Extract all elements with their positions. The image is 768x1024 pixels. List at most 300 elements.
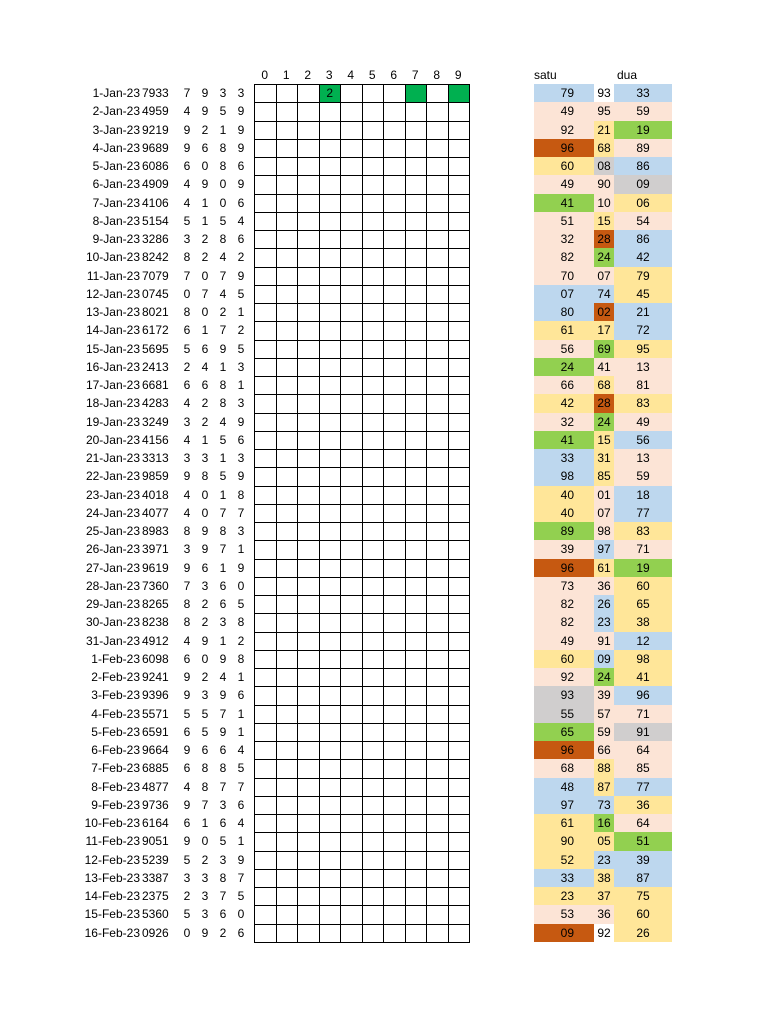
- grid-cell[interactable]: [383, 832, 406, 851]
- grid-cell[interactable]: [448, 686, 471, 705]
- grid-cell[interactable]: [276, 449, 299, 468]
- grid-cell[interactable]: [276, 650, 299, 669]
- grid-cell[interactable]: [448, 741, 471, 760]
- grid-cell[interactable]: [362, 814, 385, 833]
- grid-cell[interactable]: [319, 577, 342, 596]
- grid-cell[interactable]: [254, 102, 277, 121]
- grid-cell[interactable]: [254, 540, 277, 559]
- grid-cell[interactable]: [362, 887, 385, 906]
- grid-cell[interactable]: [405, 741, 428, 760]
- grid-cell[interactable]: [383, 267, 406, 286]
- grid-cell[interactable]: [362, 869, 385, 888]
- grid-cell[interactable]: [254, 632, 277, 651]
- grid-cell[interactable]: [319, 212, 342, 231]
- grid-cell[interactable]: [340, 778, 363, 797]
- grid-cell[interactable]: [383, 559, 406, 578]
- grid-cell[interactable]: [426, 869, 449, 888]
- grid-cell[interactable]: [319, 650, 342, 669]
- grid-cell[interactable]: [448, 449, 471, 468]
- grid-cell[interactable]: [405, 924, 428, 943]
- grid-cell[interactable]: [383, 157, 406, 176]
- grid-cell[interactable]: [276, 577, 299, 596]
- grid-cell[interactable]: [319, 814, 342, 833]
- grid-cell[interactable]: [405, 413, 428, 432]
- grid-cell[interactable]: [448, 248, 471, 267]
- grid-cell[interactable]: [405, 869, 428, 888]
- grid-cell[interactable]: [319, 851, 342, 870]
- grid-cell[interactable]: [297, 522, 320, 541]
- grid-cell[interactable]: [319, 157, 342, 176]
- grid-cell[interactable]: [383, 668, 406, 687]
- grid-cell[interactable]: [276, 248, 299, 267]
- grid-cell[interactable]: [426, 321, 449, 340]
- grid-cell[interactable]: [362, 559, 385, 578]
- grid-cell[interactable]: [426, 705, 449, 724]
- grid-cell[interactable]: [254, 668, 277, 687]
- grid-cell[interactable]: [254, 230, 277, 249]
- grid-cell[interactable]: [405, 540, 428, 559]
- grid-cell[interactable]: [297, 832, 320, 851]
- grid-cell[interactable]: [426, 559, 449, 578]
- grid-cell[interactable]: [405, 723, 428, 742]
- grid-cell[interactable]: [254, 139, 277, 158]
- grid-cell[interactable]: [448, 668, 471, 687]
- grid-cell[interactable]: [254, 686, 277, 705]
- grid-cell[interactable]: [276, 705, 299, 724]
- grid-cell[interactable]: [254, 577, 277, 596]
- grid-cell[interactable]: [426, 139, 449, 158]
- grid-cell[interactable]: [276, 157, 299, 176]
- grid-cell[interactable]: [362, 303, 385, 322]
- grid-cell[interactable]: [297, 686, 320, 705]
- grid-cell[interactable]: [405, 559, 428, 578]
- grid-cell[interactable]: [297, 668, 320, 687]
- grid-cell[interactable]: [254, 504, 277, 523]
- grid-cell[interactable]: [319, 668, 342, 687]
- grid-cell[interactable]: [276, 139, 299, 158]
- grid-cell[interactable]: [362, 248, 385, 267]
- grid-cell[interactable]: [448, 796, 471, 815]
- grid-cell[interactable]: [319, 924, 342, 943]
- grid-cell[interactable]: [448, 540, 471, 559]
- grid-cell[interactable]: [448, 851, 471, 870]
- grid-cell[interactable]: [426, 449, 449, 468]
- grid-cell[interactable]: [340, 705, 363, 724]
- grid-cell[interactable]: [405, 121, 428, 140]
- grid-cell[interactable]: [405, 285, 428, 304]
- grid-cell[interactable]: [383, 741, 406, 760]
- grid-cell[interactable]: [319, 230, 342, 249]
- grid-cell[interactable]: [254, 924, 277, 943]
- grid-cell[interactable]: [340, 321, 363, 340]
- grid-cell[interactable]: [383, 613, 406, 632]
- grid-cell[interactable]: [319, 194, 342, 213]
- grid-cell[interactable]: [319, 595, 342, 614]
- grid-cell[interactable]: [254, 796, 277, 815]
- grid-cell[interactable]: [448, 285, 471, 304]
- grid-cell[interactable]: [448, 230, 471, 249]
- grid-cell[interactable]: [276, 84, 299, 103]
- grid-cell[interactable]: [362, 340, 385, 359]
- grid-cell[interactable]: [426, 248, 449, 267]
- grid-cell[interactable]: [297, 778, 320, 797]
- grid-cell[interactable]: [405, 212, 428, 231]
- grid-cell[interactable]: [383, 321, 406, 340]
- grid-cell[interactable]: [297, 212, 320, 231]
- grid-cell[interactable]: [362, 267, 385, 286]
- grid-cell[interactable]: [276, 175, 299, 194]
- grid-cell[interactable]: [254, 759, 277, 778]
- grid-cell[interactable]: [276, 540, 299, 559]
- grid-cell[interactable]: [448, 887, 471, 906]
- grid-cell[interactable]: [362, 194, 385, 213]
- grid-cell[interactable]: [448, 832, 471, 851]
- grid-cell[interactable]: [319, 321, 342, 340]
- grid-cell[interactable]: [426, 413, 449, 432]
- grid-cell[interactable]: [362, 358, 385, 377]
- grid-cell[interactable]: [319, 449, 342, 468]
- grid-cell[interactable]: [448, 84, 471, 103]
- grid-cell[interactable]: [383, 632, 406, 651]
- grid-cell[interactable]: [297, 595, 320, 614]
- grid-cell[interactable]: [319, 559, 342, 578]
- grid-cell[interactable]: [276, 431, 299, 450]
- grid-cell[interactable]: [405, 504, 428, 523]
- grid-cell[interactable]: [362, 540, 385, 559]
- grid-cell[interactable]: [448, 522, 471, 541]
- grid-cell[interactable]: [276, 194, 299, 213]
- grid-cell[interactable]: [340, 905, 363, 924]
- grid-cell[interactable]: [426, 467, 449, 486]
- grid-cell[interactable]: [405, 650, 428, 669]
- grid-cell[interactable]: [448, 759, 471, 778]
- grid-cell[interactable]: [383, 705, 406, 724]
- grid-cell[interactable]: [297, 285, 320, 304]
- grid-cell[interactable]: [340, 632, 363, 651]
- grid-cell[interactable]: [448, 175, 471, 194]
- grid-cell[interactable]: [276, 869, 299, 888]
- grid-cell[interactable]: [254, 212, 277, 231]
- grid-cell[interactable]: [340, 413, 363, 432]
- grid-cell[interactable]: [276, 394, 299, 413]
- grid-cell[interactable]: [362, 413, 385, 432]
- grid-cell[interactable]: [405, 686, 428, 705]
- grid-cell[interactable]: [426, 887, 449, 906]
- grid-cell[interactable]: [340, 175, 363, 194]
- grid-cell[interactable]: [276, 595, 299, 614]
- grid-cell[interactable]: [426, 851, 449, 870]
- grid-cell[interactable]: [297, 358, 320, 377]
- grid-cell[interactable]: [448, 267, 471, 286]
- grid-cell[interactable]: [362, 759, 385, 778]
- grid-cell[interactable]: [405, 467, 428, 486]
- grid-cell[interactable]: [254, 650, 277, 669]
- grid-cell[interactable]: [340, 869, 363, 888]
- grid-cell[interactable]: [297, 887, 320, 906]
- grid-cell[interactable]: [405, 522, 428, 541]
- grid-cell[interactable]: [319, 358, 342, 377]
- grid-cell[interactable]: [448, 121, 471, 140]
- grid-cell[interactable]: [383, 431, 406, 450]
- grid-cell[interactable]: [426, 613, 449, 632]
- grid-cell[interactable]: [297, 303, 320, 322]
- grid-cell[interactable]: [448, 376, 471, 395]
- grid-cell[interactable]: [405, 796, 428, 815]
- grid-cell[interactable]: [362, 632, 385, 651]
- grid-cell[interactable]: [405, 175, 428, 194]
- grid-cell[interactable]: [383, 139, 406, 158]
- grid-cell[interactable]: [254, 431, 277, 450]
- grid-cell[interactable]: [426, 486, 449, 505]
- grid-cell[interactable]: [383, 577, 406, 596]
- grid-cell[interactable]: [383, 522, 406, 541]
- grid-cell[interactable]: [405, 394, 428, 413]
- grid-cell[interactable]: [297, 924, 320, 943]
- grid-cell[interactable]: [276, 814, 299, 833]
- grid-cell[interactable]: [297, 632, 320, 651]
- grid-cell[interactable]: [297, 814, 320, 833]
- grid-cell[interactable]: [405, 340, 428, 359]
- grid-cell[interactable]: [340, 613, 363, 632]
- grid-cell[interactable]: [426, 267, 449, 286]
- grid-cell[interactable]: [340, 741, 363, 760]
- grid-cell[interactable]: [254, 832, 277, 851]
- grid-cell[interactable]: [254, 84, 277, 103]
- grid-cell[interactable]: [254, 778, 277, 797]
- grid-cell[interactable]: [448, 632, 471, 651]
- grid-cell[interactable]: [340, 139, 363, 158]
- grid-cell[interactable]: [254, 121, 277, 140]
- grid-cell[interactable]: [405, 194, 428, 213]
- grid-cell[interactable]: [383, 924, 406, 943]
- grid-cell[interactable]: [319, 267, 342, 286]
- grid-cell[interactable]: [297, 486, 320, 505]
- grid-cell[interactable]: [383, 650, 406, 669]
- grid-cell[interactable]: [448, 102, 471, 121]
- grid-cell[interactable]: [254, 449, 277, 468]
- grid-cell[interactable]: [405, 376, 428, 395]
- grid-cell[interactable]: [254, 559, 277, 578]
- grid-cell[interactable]: [319, 121, 342, 140]
- grid-cell[interactable]: [276, 924, 299, 943]
- grid-cell[interactable]: [340, 504, 363, 523]
- grid-cell[interactable]: [405, 230, 428, 249]
- grid-cell[interactable]: [297, 413, 320, 432]
- grid-cell[interactable]: [383, 486, 406, 505]
- grid-cell[interactable]: [254, 321, 277, 340]
- grid-cell[interactable]: [319, 102, 342, 121]
- grid-cell[interactable]: [319, 686, 342, 705]
- grid-cell[interactable]: [297, 102, 320, 121]
- grid-cell[interactable]: [383, 394, 406, 413]
- grid-cell[interactable]: [405, 358, 428, 377]
- grid-cell[interactable]: [426, 522, 449, 541]
- grid-cell[interactable]: [340, 303, 363, 322]
- grid-cell[interactable]: [276, 522, 299, 541]
- grid-cell[interactable]: [426, 394, 449, 413]
- grid-cell[interactable]: [340, 267, 363, 286]
- grid-cell[interactable]: [340, 759, 363, 778]
- grid-cell[interactable]: [448, 212, 471, 231]
- grid-cell[interactable]: [254, 705, 277, 724]
- grid-cell[interactable]: [297, 869, 320, 888]
- grid-cell[interactable]: [426, 686, 449, 705]
- grid-cell[interactable]: [426, 212, 449, 231]
- grid-cell[interactable]: [405, 321, 428, 340]
- grid-cell[interactable]: [426, 358, 449, 377]
- grid-cell[interactable]: [340, 486, 363, 505]
- grid-cell[interactable]: [362, 504, 385, 523]
- grid-cell[interactable]: [448, 467, 471, 486]
- grid-cell[interactable]: [426, 832, 449, 851]
- grid-cell[interactable]: [254, 285, 277, 304]
- grid-cell[interactable]: [362, 595, 385, 614]
- grid-cell[interactable]: [405, 102, 428, 121]
- grid-cell[interactable]: [362, 522, 385, 541]
- grid-cell[interactable]: [276, 467, 299, 486]
- grid-cell[interactable]: [340, 157, 363, 176]
- grid-cell[interactable]: [319, 285, 342, 304]
- grid-cell[interactable]: [426, 504, 449, 523]
- grid-cell[interactable]: [362, 905, 385, 924]
- grid-cell[interactable]: [297, 759, 320, 778]
- grid-cell[interactable]: [340, 84, 363, 103]
- grid-cell[interactable]: [426, 595, 449, 614]
- grid-cell[interactable]: [297, 84, 320, 103]
- grid-cell[interactable]: [426, 577, 449, 596]
- grid-cell[interactable]: [405, 577, 428, 596]
- grid-cell[interactable]: [448, 705, 471, 724]
- grid-cell[interactable]: [448, 340, 471, 359]
- grid-cell[interactable]: [405, 905, 428, 924]
- grid-cell[interactable]: [276, 321, 299, 340]
- grid-cell[interactable]: [254, 613, 277, 632]
- grid-cell[interactable]: [297, 394, 320, 413]
- grid-cell[interactable]: [254, 467, 277, 486]
- grid-cell[interactable]: [297, 267, 320, 286]
- grid-cell[interactable]: [297, 650, 320, 669]
- grid-cell[interactable]: [383, 303, 406, 322]
- grid-cell[interactable]: [362, 832, 385, 851]
- grid-cell[interactable]: [319, 613, 342, 632]
- grid-cell[interactable]: [276, 303, 299, 322]
- grid-cell[interactable]: [319, 869, 342, 888]
- grid-cell[interactable]: [276, 905, 299, 924]
- grid-cell[interactable]: [362, 613, 385, 632]
- grid-cell[interactable]: [276, 723, 299, 742]
- grid-cell[interactable]: [448, 723, 471, 742]
- grid-cell[interactable]: [297, 194, 320, 213]
- grid-cell[interactable]: [383, 595, 406, 614]
- grid-cell[interactable]: [276, 686, 299, 705]
- grid-cell[interactable]: [383, 814, 406, 833]
- grid-cell[interactable]: [297, 121, 320, 140]
- grid-cell[interactable]: [362, 778, 385, 797]
- grid-cell[interactable]: [319, 486, 342, 505]
- grid-cell[interactable]: [340, 121, 363, 140]
- grid-cell[interactable]: [254, 887, 277, 906]
- grid-cell[interactable]: [448, 358, 471, 377]
- grid-cell[interactable]: [383, 248, 406, 267]
- grid-cell[interactable]: [405, 303, 428, 322]
- grid-cell[interactable]: [405, 832, 428, 851]
- grid-cell[interactable]: [276, 102, 299, 121]
- grid-cell[interactable]: [405, 759, 428, 778]
- grid-cell[interactable]: [362, 924, 385, 943]
- grid-cell[interactable]: [383, 796, 406, 815]
- grid-cell[interactable]: [254, 522, 277, 541]
- grid-cell[interactable]: [254, 157, 277, 176]
- grid-cell[interactable]: [254, 814, 277, 833]
- grid-cell[interactable]: [383, 905, 406, 924]
- grid-cell[interactable]: [319, 504, 342, 523]
- grid-cell[interactable]: [383, 340, 406, 359]
- grid-cell[interactable]: [276, 632, 299, 651]
- grid-cell[interactable]: [426, 924, 449, 943]
- grid-cell[interactable]: [319, 705, 342, 724]
- grid-cell[interactable]: [362, 668, 385, 687]
- grid-cell[interactable]: [362, 723, 385, 742]
- grid-cell[interactable]: [319, 139, 342, 158]
- grid-cell[interactable]: [340, 285, 363, 304]
- grid-cell[interactable]: [383, 723, 406, 742]
- grid-cell[interactable]: [276, 486, 299, 505]
- grid-cell[interactable]: [297, 321, 320, 340]
- grid-cell[interactable]: [362, 577, 385, 596]
- grid-cell[interactable]: [297, 376, 320, 395]
- grid-cell[interactable]: [297, 431, 320, 450]
- grid-cell[interactable]: [448, 486, 471, 505]
- grid-cell[interactable]: [405, 778, 428, 797]
- grid-cell[interactable]: [340, 449, 363, 468]
- grid-cell[interactable]: [405, 632, 428, 651]
- grid-cell[interactable]: [405, 486, 428, 505]
- grid-cell[interactable]: [405, 84, 428, 103]
- grid-cell[interactable]: [254, 303, 277, 322]
- grid-cell[interactable]: [383, 121, 406, 140]
- grid-cell[interactable]: [448, 303, 471, 322]
- grid-cell[interactable]: [319, 248, 342, 267]
- grid-cell[interactable]: [340, 668, 363, 687]
- grid-cell[interactable]: [297, 540, 320, 559]
- grid-cell[interactable]: [362, 212, 385, 231]
- grid-cell[interactable]: [426, 814, 449, 833]
- grid-cell[interactable]: [405, 157, 428, 176]
- grid-cell[interactable]: [362, 486, 385, 505]
- grid-cell[interactable]: [319, 175, 342, 194]
- grid-cell[interactable]: [297, 230, 320, 249]
- grid-cell[interactable]: [340, 924, 363, 943]
- grid-cell[interactable]: [254, 741, 277, 760]
- grid-cell[interactable]: [362, 467, 385, 486]
- grid-cell[interactable]: [254, 394, 277, 413]
- grid-cell[interactable]: [319, 303, 342, 322]
- grid-cell[interactable]: [448, 194, 471, 213]
- grid-cell[interactable]: [426, 194, 449, 213]
- grid-cell[interactable]: [383, 778, 406, 797]
- grid-cell[interactable]: [340, 376, 363, 395]
- grid-cell[interactable]: [383, 376, 406, 395]
- grid-cell[interactable]: [340, 394, 363, 413]
- grid-cell[interactable]: [340, 540, 363, 559]
- grid-cell[interactable]: [448, 869, 471, 888]
- grid-cell[interactable]: [319, 723, 342, 742]
- grid-cell[interactable]: [448, 394, 471, 413]
- grid-cell[interactable]: [383, 540, 406, 559]
- grid-cell[interactable]: [319, 759, 342, 778]
- grid-cell[interactable]: [319, 540, 342, 559]
- grid-cell[interactable]: [254, 723, 277, 742]
